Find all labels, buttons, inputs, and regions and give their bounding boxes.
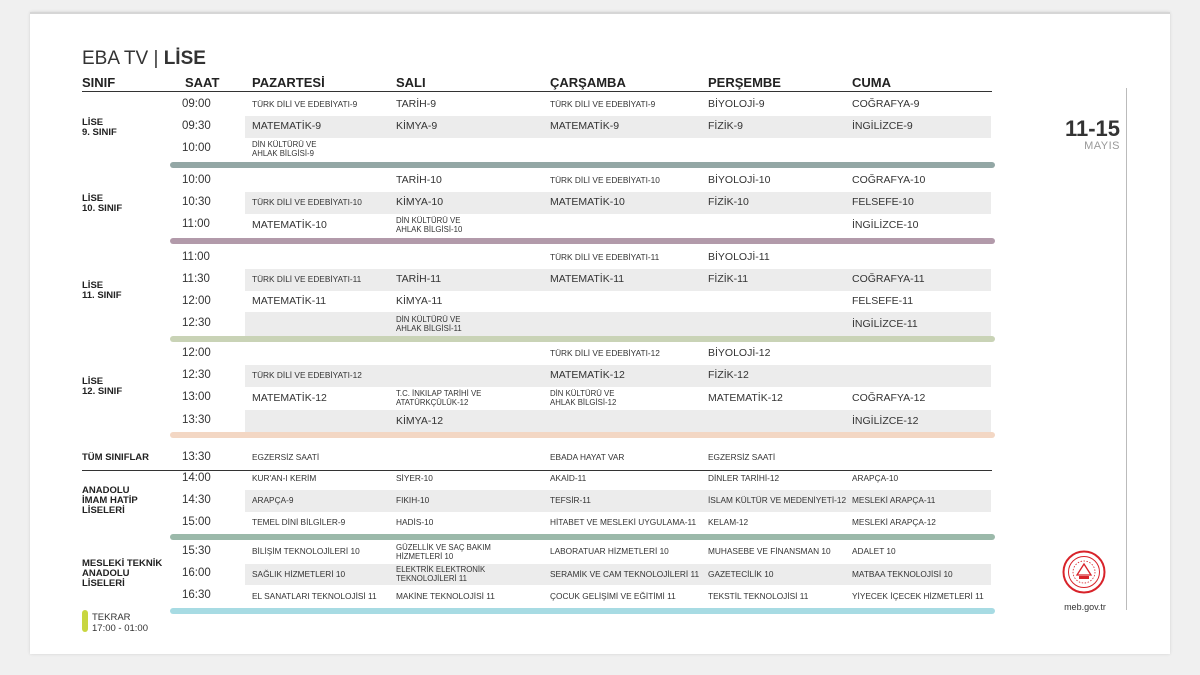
lesson-cell: FİZİK-11 [708,273,749,286]
lesson-cell [550,389,616,407]
website-label: meb.gov.tr [1064,602,1106,612]
lesson-cell: TEKSTİL TEKNOLOJİSİ 11 [708,590,809,601]
column-header-cuma: CUMA [852,75,891,90]
group-label [82,281,122,301]
group-label [82,486,138,516]
lesson-cell: MATEMATİK-9 [252,120,322,133]
group-divider-bar [170,608,995,614]
column-header-carsamba: ÇARŞAMBA [550,75,626,90]
time-slot: 14:30 [182,493,211,506]
month-label: MAYIS [1084,140,1120,152]
lesson-cell: KUR'AN-I KERİM [252,473,317,484]
lesson-cell: İSLAM KÜLTÜR VE MEDENİYETİ-12 [708,495,847,506]
side-divider [1126,88,1127,610]
schedule-row [245,138,991,162]
group-label [82,118,117,138]
time-slot: 09:00 [182,97,211,110]
title-prefix: EBA TV | [82,48,164,69]
lesson-cell: FİZİK-12 [708,369,749,382]
column-header-sinif: SINIF [82,75,116,90]
lesson-cell-line: T.C. İNKILAP TARİHİ VE [396,389,482,399]
lesson-cell-line: GÜZELLİK VE SAÇ BAKIM [396,542,491,552]
lesson-cell: ADALET 10 [852,546,896,557]
lesson-cell: HADİS-10 [396,517,434,527]
group-label [82,453,149,463]
time-slot: 10:00 [182,142,211,155]
lesson-cell [396,216,462,234]
lesson-cell: EGZERSİZ SAATİ [708,452,776,463]
lesson-cell: MUHASEBE VE FİNANSMAN 10 [708,546,831,557]
lesson-cell [396,389,481,407]
schedule-page [30,12,1170,654]
group-divider-bar [170,162,995,168]
lesson-cell-line: AHLAK BİLGİSİ-10 [396,225,463,235]
lesson-cell: TEFSİR-11 [550,495,591,506]
group-label-line: LİSE [82,116,104,128]
lesson-cell: MATEMATİK-10 [550,196,625,209]
group-label-line: LİSE [82,280,104,292]
lesson-cell: TÜRK DİLİ VE EDEBİYATI-9 [550,99,656,110]
group-label [82,559,162,589]
time-slot: 11:00 [182,218,210,231]
tekrar-time: 17:00 - 01:00 [92,623,148,634]
lesson-cell [396,543,491,561]
group-label-line: 9. SINIF [82,126,117,138]
time-slot: 16:00 [182,567,211,580]
title-bold: LİSE [163,48,206,69]
group-label-line: 12. SINIF [82,386,123,398]
lesson-cell: FELSEFE-10 [852,196,914,209]
lesson-cell: İNGİLİZCE-12 [852,414,919,427]
group-label-line: LİSE [82,192,104,204]
lesson-cell: MESLEKİ ARAPÇA-11 [852,495,936,506]
lesson-cell: BİLİŞİM TEKNOLOJİLERİ 10 [252,546,360,557]
lesson-cell: AKAİD-11 [550,473,587,484]
meb-seal-icon [1062,550,1106,594]
lesson-cell: TÜRK DİLİ VE EDEBİYATI-9 [252,99,358,110]
time-slot: 12:00 [182,346,211,359]
lesson-cell: YİYECEK İÇECEK HİZMETLERİ 11 [852,590,984,601]
group-label [82,194,122,214]
group-label-line: LİSELERİ [82,504,125,516]
group-label-line: ANADOLU [82,567,130,579]
lesson-cell: MESLEKİ ARAPÇA-12 [852,517,936,527]
lesson-cell-line: DİN KÜLTÜRÜ VE [396,216,461,226]
lesson-cell: ARAPÇA-10 [852,473,899,484]
lesson-cell: FIKIH-10 [396,495,430,506]
lesson-cell: EGZERSİZ SAATİ [252,452,320,463]
lesson-cell: FİZİK-9 [708,120,744,133]
lesson-cell-line: ELEKTRİK ELEKTRONİK [396,565,486,575]
lesson-cell-line: ATATÜRKÇÜLÜK-12 [396,398,469,408]
group-label [82,377,122,397]
lesson-cell: MATEMATİK-12 [252,391,327,404]
column-header-persembe: PERŞEMBE [708,75,781,90]
lesson-cell-line: AHLAK BİLGİSİ-12 [550,398,617,408]
tekrar-label: TEKRAR [92,612,131,623]
lesson-cell-line: AHLAK BİLGİSİ-9 [252,149,314,159]
lesson-cell: İNGİLİZCE-9 [852,120,913,133]
group-label-line: İMAM HATİP [82,494,138,506]
time-slot: 12:30 [182,317,211,330]
page-title [82,48,206,70]
top-border [30,12,1170,14]
lesson-cell: TÜRK DİLİ VE EDEBİYATI-11 [252,274,362,285]
lesson-cell: EBADA HAYAT VAR [550,452,625,463]
group-divider-bar [170,238,995,244]
group-label-line: MESLEKİ TEKNİK [82,557,163,569]
lesson-cell: TÜRK DİLİ VE EDEBİYATI-12 [550,348,660,359]
time-slot: 11:30 [182,272,210,285]
time-slot: 12:00 [182,294,211,307]
lesson-cell: TÜRK DİLİ VE EDEBİYATI-11 [550,252,660,263]
lesson-cell: EL SANATLARI TEKNOLOJİSİ 11 [252,590,377,601]
time-slot: 15:00 [182,515,211,528]
time-slot: 13:30 [182,450,211,463]
time-slot: 13:30 [182,414,211,426]
lesson-cell: COĞRAFYA-10 [852,174,926,187]
lesson-cell: GAZETECİLİK 10 [708,568,774,579]
lesson-cell: MATBAA TEKNOLOJİSİ 10 [852,568,953,579]
lesson-cell: İNGİLİZCE-10 [852,218,919,231]
lesson-cell: TÜRK DİLİ VE EDEBİYATI-12 [252,370,362,381]
lesson-cell: SİYER-10 [396,473,433,484]
lesson-cell: TEMEL DİNİ BİLGİLER-9 [252,517,346,527]
lesson-cell: BİYOLOJİ-11 [708,251,770,264]
lesson-cell: LABORATUAR HİZMETLERİ 10 [550,546,669,557]
group-label-line: ANADOLU [82,484,130,496]
lesson-cell: FİZİK-10 [708,196,749,209]
lesson-cell: HİTABET VE MESLEKİ UYGULAMA-11 [550,517,697,527]
lesson-cell: TARİH-9 [396,98,437,111]
column-header-sali: SALI [396,75,426,90]
lesson-cell: BİYOLOJİ-10 [708,174,771,187]
lesson-cell: İNGİLİZCE-11 [852,317,918,330]
lesson-cell: MATEMATİK-9 [550,120,620,133]
group-label-line: TÜM SINIFLAR [82,451,150,463]
lesson-cell: TÜRK DİLİ VE EDEBİYATI-10 [550,175,660,186]
lesson-cell: TARİH-11 [396,273,442,286]
lesson-cell-line: DİN KÜLTÜRÜ VE [550,389,615,399]
lesson-cell: ÇOCUK GELİŞİMİ VE EĞİTİMİ 11 [550,590,676,601]
lesson-cell: MATEMATİK-11 [550,273,625,286]
lesson-cell-line: DİN KÜLTÜRÜ VE [252,140,317,150]
header-underline [82,91,992,92]
lesson-cell: COĞRAFYA-11 [852,273,925,286]
lesson-cell: TARİH-10 [396,174,442,187]
time-slot: 15:30 [182,544,211,557]
lesson-cell: FELSEFE-11 [852,295,914,307]
lesson-cell: DİNLER TARİHİ-12 [708,473,780,484]
lesson-cell: MATEMATİK-11 [252,295,327,307]
lesson-cell: BİYOLOJİ-12 [708,347,771,360]
group-label-line: LİSE [82,376,104,388]
group-label-line: 10. SINIF [82,202,123,214]
lesson-cell: KİMYA-12 [396,414,444,427]
group-divider-bar [170,336,995,342]
tekrar-marker [82,610,88,632]
lesson-cell [252,140,316,158]
lesson-cell: MATEMATİK-12 [550,369,625,382]
time-slot: 16:30 [182,589,211,602]
time-slot: 12:30 [182,368,211,381]
lesson-cell: SAĞLIK HİZMETLERİ 10 [252,568,346,579]
time-slot: 10:30 [182,195,211,208]
date-range: 11-15 [1064,116,1120,141]
time-slot: 10:00 [182,173,211,186]
lesson-cell: BİYOLOJİ-9 [708,98,765,111]
lesson-cell: KİMYA-10 [396,196,444,209]
lesson-cell: COĞRAFYA-9 [852,98,920,111]
time-slot: 14:00 [182,471,211,484]
column-header-saat: SAAT [185,75,220,90]
lesson-cell [396,565,485,583]
lesson-cell: KİMYA-11 [396,295,443,307]
lesson-cell: SERAMİK VE CAM TEKNOLOJİLERİ 11 [550,568,700,579]
lesson-cell: KİMYA-9 [396,120,438,133]
lesson-cell: ARAPÇA-9 [252,495,294,506]
lesson-cell: MAKİNE TEKNOLOJİSİ 11 [396,590,495,601]
group-divider-bar [170,432,995,438]
lesson-cell [396,315,462,333]
lesson-cell: COĞRAFYA-12 [852,391,926,404]
lesson-cell-line: TEKNOLOJİLERİ 11 [396,574,467,584]
lesson-cell: MATEMATİK-12 [708,391,783,404]
time-slot: 13:00 [182,391,211,404]
lesson-cell-line: AHLAK BİLGİSİ-11 [396,324,462,334]
group-divider-bar [170,534,995,540]
lesson-cell: TÜRK DİLİ VE EDEBİYATI-10 [252,197,362,208]
time-slot: 09:30 [182,119,211,132]
group-label-line: LİSELERİ [82,577,125,589]
time-slot: 11:00 [182,250,210,263]
column-header-pazartesi: PAZARTESİ [252,75,325,90]
lesson-cell-line: HİZMETLERİ 10 [396,551,454,561]
group-label-line: 11. SINIF [82,290,122,302]
lesson-cell: KELAM-12 [708,517,749,527]
lesson-cell: MATEMATİK-10 [252,218,327,231]
lesson-cell-line: DİN KÜLTÜRÜ VE [396,315,461,325]
